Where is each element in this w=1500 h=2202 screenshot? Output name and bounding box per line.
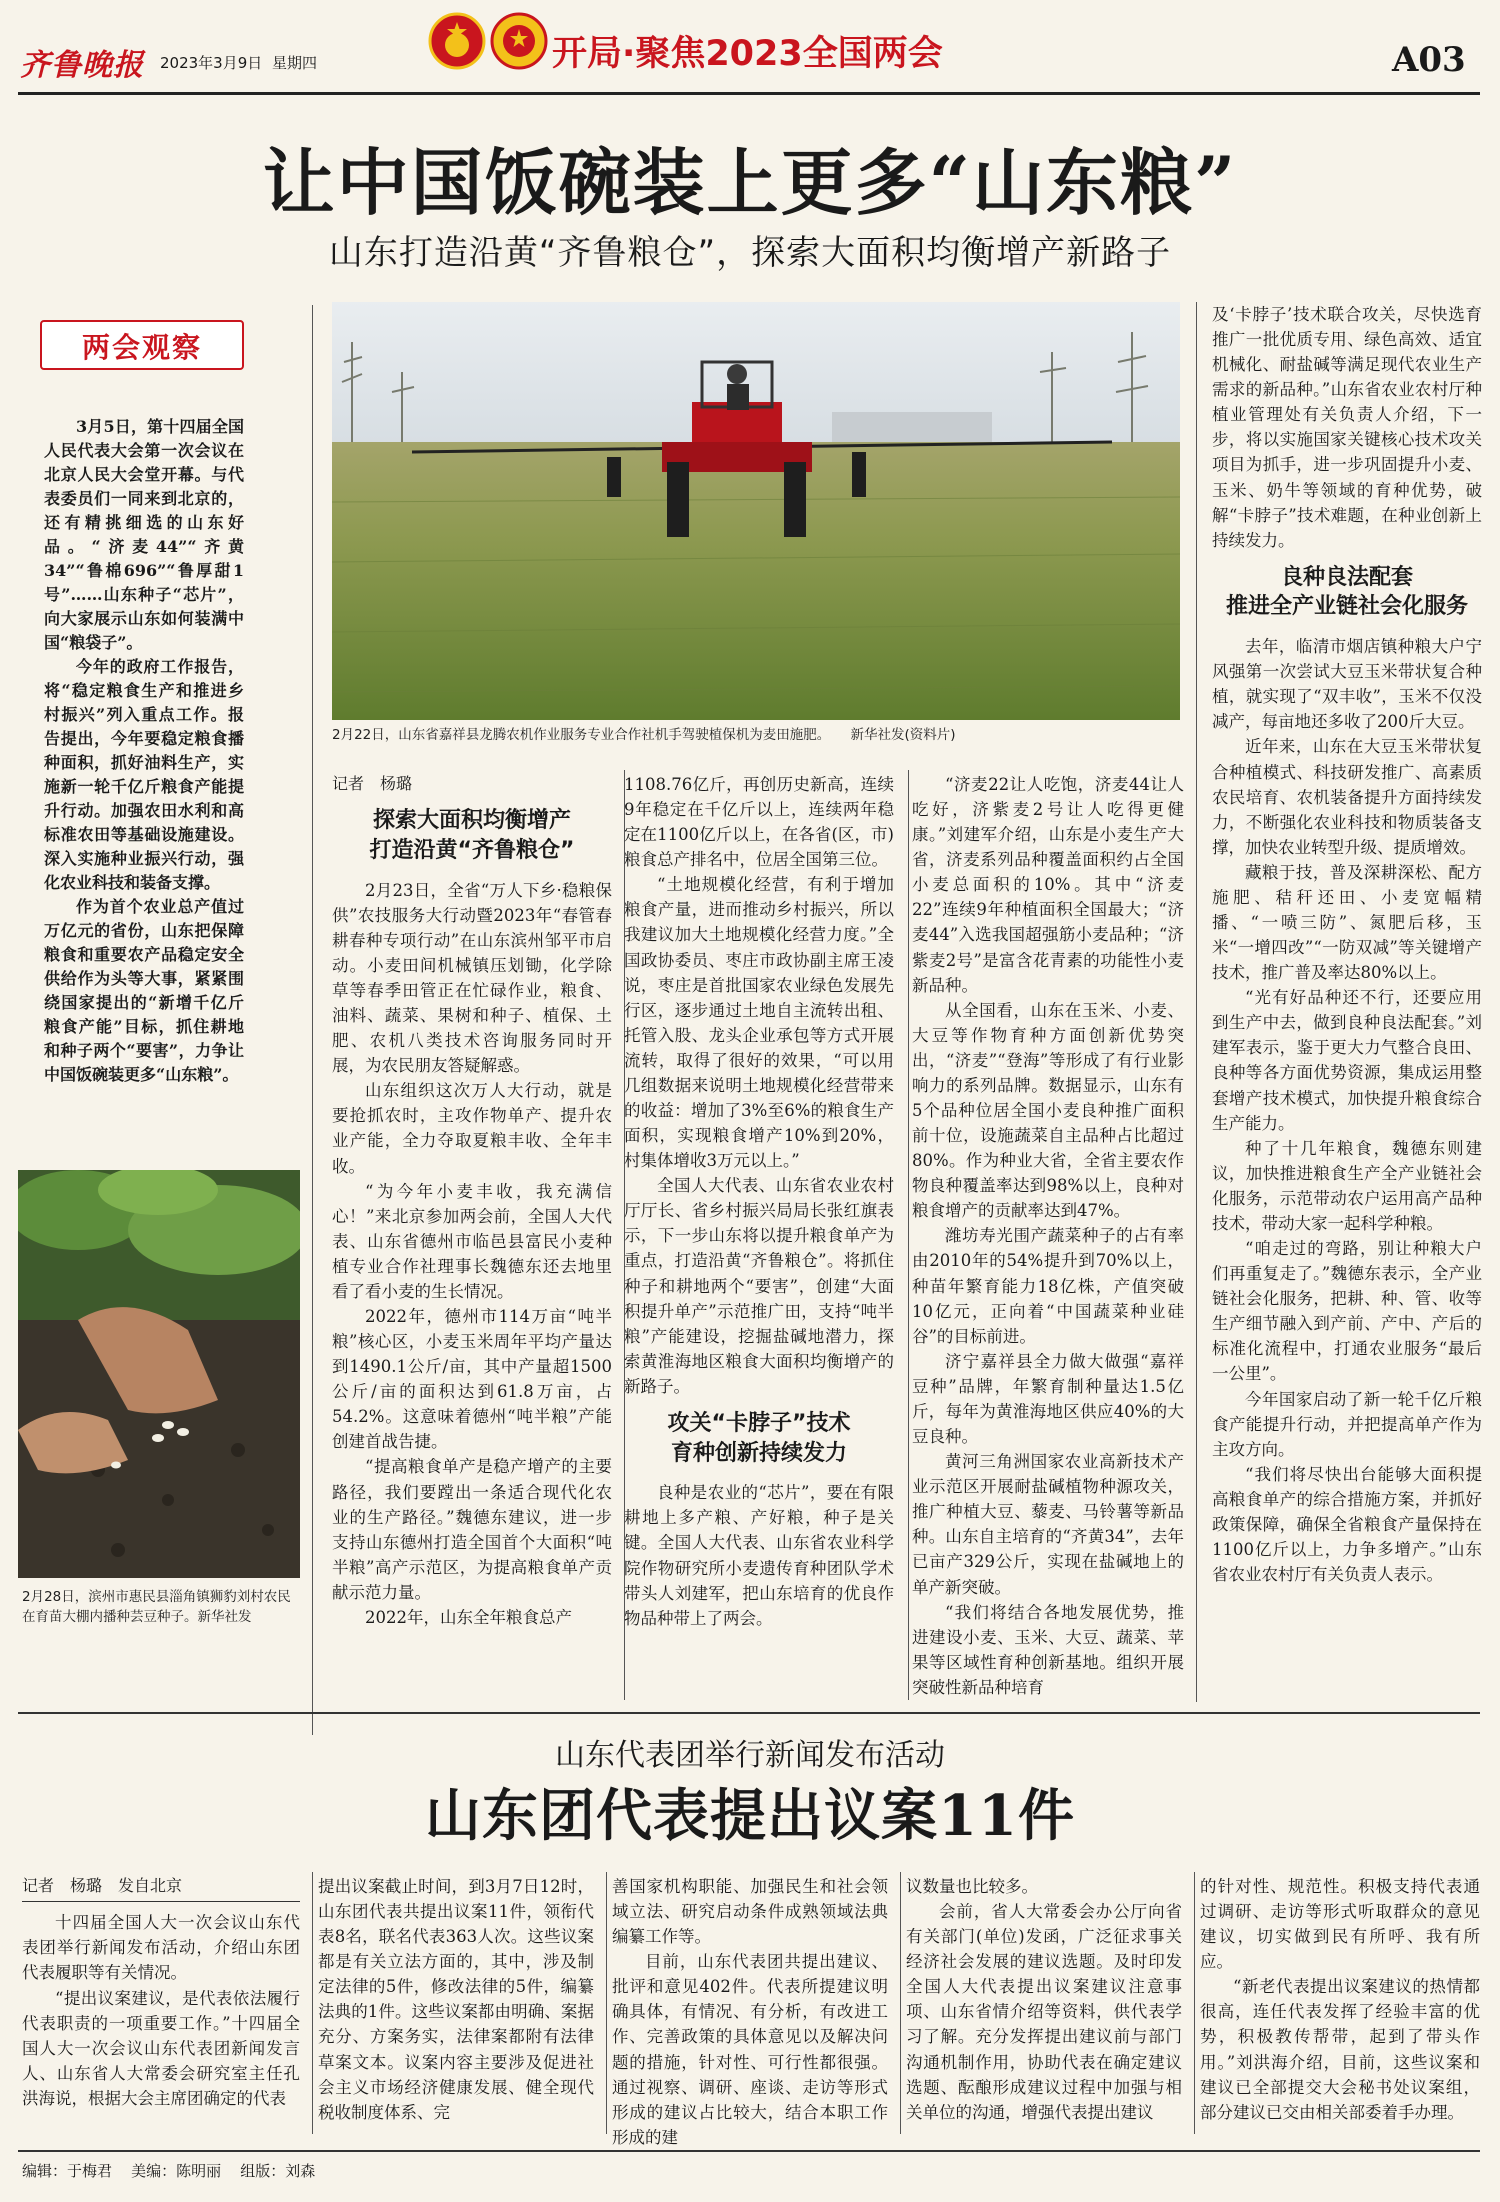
article2-paragraph: 善国家机构职能、加强民生和社会领域立法、研究启动条件成熟领域法典编纂工作等。 — [612, 1877, 888, 1947]
banner-prefix: 开局 — [552, 34, 623, 74]
article1-divider-2 — [908, 770, 909, 1700]
article2-title: 山东团代表提出议案11件 — [425, 1783, 1075, 1849]
column-badge-label: 两会观察 — [81, 331, 202, 364]
article1-paragraph: 去年，临清市烟店镇种粮大户宁风强第一次尝试大豆玉米带状复合种植，就实现了“双丰收”，玉米不仅没减产，每亩地还多收了200斤大豆。 — [1212, 637, 1482, 732]
footer-rule — [18, 2150, 1480, 2152]
article2-divider-2 — [606, 1872, 607, 2134]
footer-art-editor: 美编：陈明丽 — [131, 2162, 222, 2180]
article2-top-rule — [18, 1712, 1480, 1714]
main-photo — [332, 302, 1180, 720]
headline-title: 让中国饭碗装上更多“山东粮” — [262, 140, 1238, 225]
article1-divider-3 — [1196, 302, 1197, 1702]
banner-dot: · — [622, 34, 636, 74]
article2-byline: 记者 杨璐 发自北京 — [22, 1874, 300, 1902]
article1-paragraph: “济麦22让人吃饱，济麦44让人吃好，济紫麦2号让人吃得更健康。”刘建军介绍，山东是小麦生产大省，济麦系列品种覆盖面积约占全国小麦总面积的10%。其中“济麦22”连续9年种植面积全国最大；“济麦44”入选我国超强筋小麦品种；“济紫麦2号”是富含花青素的功能性小麦新品种。 — [912, 775, 1184, 995]
article1-paragraph: 2022年，山东全年粮食总产 — [365, 1607, 572, 1627]
article2-paragraph: 十四届全国人大一次会议山东代表团举行新闻发布活动，介绍山东团代表履职等有关情况。 — [22, 1913, 300, 1983]
article2-divider-4 — [1194, 1872, 1195, 2134]
article1-paragraph: 潍坊寿光围产蔬菜种子的占有率由2010年的54%提升到70%以上，种苗年繁育能力18亿株，产值突破10亿元，正向着“中国蔬菜种业硅谷”的目标前进。 — [912, 1226, 1184, 1346]
article1-paragraph: “为今年小麦丰收，我充满信心！”来北京参加两会前，全国人大代表、山东省德州市临邑县富民小麦种植专业合作社理事长魏德东还去地里看了看小麦的生长情况。 — [332, 1181, 612, 1301]
sidebar-photo — [18, 1170, 300, 1578]
article1-paragraph: 及‘卡脖子’技术联合攻关，尽快选育推广一批优质专用、绿色高效、适宜机械化、耐盐碱等满足现代农业生产需求的新品种。”山东省农业农村厅种植业管理处有关负责人介绍，下一步，将以实施国家关键核心技术攻关项目为抓手，进一步巩固提升小麦、玉米、奶牛等领域的育种优势，破解“卡脖子”技术难题，在种业创新上持续发力。 — [1212, 305, 1482, 550]
article1-column-3 — [912, 772, 1184, 1700]
headline-subtitle: 山东打造沿黄“齐鲁粮仓”，探索大面积均衡增产新路子 — [328, 233, 1172, 273]
article2-column-2 — [318, 1874, 594, 2125]
article1-paragraph: 山东组织这次万人大行动，就是要抢抓农时，主攻作物单产、提升农业产能，全力夺取夏粮丰收、全年丰收。 — [332, 1081, 612, 1176]
article2-column-5 — [1200, 1874, 1480, 2125]
sidebar-photo-caption: 2月28日，滨州市惠民县淄角镇狮豹刘村农民在育苗大棚内播种芸豆种子。新华社发 — [22, 1589, 291, 1625]
main-photo-caption: 2月22日，山东省嘉祥县龙腾农机作业服务专业合作社机手驾驶植保机为麦田施肥。 新华社发(资料片) — [332, 727, 956, 743]
column-badge — [40, 320, 244, 370]
footer-credits — [22, 2160, 315, 2181]
article1-column-4 — [1212, 302, 1482, 1587]
article1-paragraph: “光有好品种还不行，还要应用到生产中去，做到良种良法配套。”刘建军表示，鉴于更大力气整合良田、良种等各方面优势资源，集成运用整套增产技术模式，加快提升粮食综合生产能力。 — [1212, 988, 1482, 1133]
sidebar-paragraph: 作为首个农业总产值过万亿元的省份，山东把保障粮食和重要农产品稳定安全供给作为头等大事，紧紧围绕国家提出的“新增千亿斤粮食产能”目标，抓住耕地和种子两个“要害”，力争让中国饭碗装更多“山东粮”。 — [44, 897, 244, 1084]
article1-paragraph: 全国人大代表、山东省农业农村厅厅长、省乡村振兴局局长张红旗表示，下一步山东将以提升粮食单产为重点，打造沿黄“齐鲁粮仓”。将抓住种子和耕地两个“要害”，创建“大面积提升单产”示范推广田，支持“吨半粮”产能建设，挖掘盐碱地潜力，探索黄淮海地区粮食大面积均衡增产的新路子。 — [624, 1176, 894, 1396]
article1-paragraph: 2月23日，全省“万人下乡·稳粮保供”农技服务大行动暨2023年“春管春耕春种专项行动”在山东滨州邹平市启动。小麦田间机械镇压划锄，化学除草等春季田管正在忙碌作业，粮食、油料、蔬菜、果树和种子、植保、土肥、农机八类技术咨询服务同时开展，为农民朋友答疑解惑。 — [332, 880, 612, 1076]
article2-divider-3 — [900, 1872, 901, 2134]
article1-column-1 — [332, 772, 612, 1630]
article1-paragraph: “我们将尽快出台能够大面积提高粮食单产的综合措施方案，并抓好政策保障，确保全省粮食产量保持在1100亿斤以上，力争多增产。”山东省农业农村厅有关负责人表示。 — [1212, 1464, 1482, 1585]
article2-kicker: 山东代表团举行新闻发布活动 — [555, 1738, 945, 1773]
article1-paragraph: 2022年，德州市114万亩“吨半粮”核心区，小麦玉米周年平均产量达到1490.1公斤/亩，其中产量超1500公斤/亩的面积达到61.8万亩，占54.2%。这意味着德州“吨半粮”产能创建首战告捷。 — [332, 1307, 612, 1452]
article2-column-1 — [22, 1874, 300, 2111]
article1-paragraph: 1108.76亿斤，再创历史新高，连续9年稳定在千亿斤以上，连续两年稳定在1100亿斤以上，在各省(区，市)粮食总产排名中，位居全国第三位。 — [624, 775, 894, 870]
article2-paragraph: “提出议案建议，是代表依法履行代表职责的一项重要工作。”十四届全国人大一次会议山东代表团新闻发言人、山东省人大常委会研究室主任孔洪海说，根据大会主席团确定的代表 — [22, 1988, 300, 2108]
article1-column-2 — [624, 772, 894, 1631]
article2-paragraph: 提出议案截止时间，到3月7日12时，山东团代表共提出议案11件，领衔代表8名，联名代表363人次。这些议案都是有关立法方面的，其中，涉及制定法律的5件，修改法律的5件，编纂法典的1件。这些议案都由明确、案据充分、方案务实，法律案都附有法律草案文本。议案内容主要涉及促进社会主义市场经济健康发展、健全现代税收制度体系、完 — [318, 1877, 594, 2122]
banner-title — [552, 26, 943, 76]
article1-paragraph: “提高粮食单产是稳产增产的主要路径，我们要蹚出一条适合现代化农业的生产路径。”魏德东建议，进一步支持山东德州打造全国首个大面积“吨半粮”高产示范区，为提高粮食单产贡献示范力量。 — [332, 1457, 612, 1602]
article1-paragraph: 济宁嘉祥县全力做大做强“嘉祥豆种”品牌，年繁育制种量达1.5亿斤，每年为黄淮海地区供应40%的大豆良种。 — [912, 1351, 1184, 1447]
article2-column-4 — [906, 1874, 1182, 2125]
sidebar-paragraph: 今年的政府工作报告，将“稳定粮食生产和推进乡村振兴”列入重点工作。报告提出，今年要稳定粮食播种面积，抓好油料生产，实施新一轮千亿斤粮食产能提升行动。加强农田水利和高标准农田等基础设施建设。深入实施种业振兴行动，强化农业科技和装备支撑。 — [44, 657, 244, 892]
article1-paragraph: 良种是农业的“芯片”，要在有限耕地上多产粮、产好粮，种子是关键。全国人大代表、山东省农业科学院作物研究所小麦遗传育种团队学术带头人刘建军，把山东培育的优良作物品种带上了两会。 — [624, 1483, 894, 1628]
article1-subhead-2: 攻关“卡脖子”技术 育种创新持续发力 — [667, 1410, 851, 1466]
sidebar-divider — [312, 305, 313, 1735]
article2-column-3 — [612, 1874, 888, 2150]
masthead — [0, 0, 1500, 95]
masthead-rule — [18, 92, 1480, 95]
article1-paragraph: 今年国家启动了新一轮千亿斤粮食产能提升行动，并把提高单产作为主攻方向。 — [1212, 1389, 1482, 1459]
footer-editor: 编辑：于梅君 — [22, 2162, 113, 2180]
article1-paragraph: “我们将结合各地发展优势，推进建设小麦、玉米、大豆、蔬菜、苹果等区域性育种创新基地。组织开展突破性新品种培育 — [912, 1602, 1184, 1697]
article2-paragraph: 目前，山东代表团共提出建议、批评和意见402件。代表所提建议明确具体，有情况、有分析，有改进工作、完善政策的具体意见以及解决问题的措施，针对性、可行性都很强。通过视察、调研、座谈、走访等形式形成的建议占比较大，结合本职工作形成的建 — [612, 1952, 888, 2147]
sidebar-paragraph: 3月5日，第十四届全国人民代表大会第一次会议在北京人民大会堂开幕。与代表委员们一同来到北京的，还有精挑细选的山东好品。“济麦44”“齐黄34”“鲁棉696”“鲁厚甜1号”……山东种子“芯片”，向大家展示山东如何装满中国“粮袋子”。 — [44, 417, 244, 652]
national-emblem-icon — [428, 12, 486, 70]
page-number: A03 — [1392, 40, 1466, 80]
sidebar-text — [44, 415, 244, 1087]
article1-paragraph: 藏粮于技，普及深耕深松、配方施肥、秸秆还田、小麦宽幅精播、“一喷三防”、氮肥后移，玉米“一增四改”“一防双减”等关键增产技术，推广普及率达80%以上。 — [1212, 862, 1482, 983]
article1-byline: 记者 杨璐 — [332, 774, 413, 793]
article1-paragraph: 从全国看，山东在玉米、小麦、大豆等作物育种方面创新优势突出，“济麦”“登海”等形成了有行业影响力的系列品牌。数据显示，山东有5个品种位居全国小麦良种推广面积前十位，设施蔬菜自主品种占比超过80%。作为种业大省，全省主要农作物良种覆盖率达到98%以上，良种对粮食增产的贡献率达到47%。 — [912, 1000, 1184, 1221]
issue-weekday: 星期四 — [272, 54, 318, 72]
article1-paragraph: 种了十几年粮食，魏德东则建议，加快推进粮食生产全产业链社会化服务，示范带动农户运用高产品种技术，带动大家一起科学种粮。 — [1212, 1138, 1482, 1233]
paper-name: 齐鲁晚报 — [20, 48, 144, 83]
article1-subhead-3: 良种良法配套 推进全产业链社会化服务 — [1225, 564, 1468, 620]
banner-rest: 聚焦2023全国两会 — [635, 34, 943, 74]
article2-paragraph: 会前，省人大常委会办公厅向省有关部门(单位)发函，广泛征求事关经济社会发展的建议选题。及时印发全国人大代表提出议案建议注意事项、山东省情介绍等资料，供代表学习了解。充分发挥提出建议前与部门沟通机制作用，协助代表在确定建议选题、酝酿形成建议过程中加强与相关单位的沟通，增强代表提出建议 — [906, 1902, 1182, 2122]
article1-subhead-1: 探索大面积均衡增产 打造沿黄“齐鲁粮仓” — [369, 808, 575, 863]
article2-paragraph: “新老代表提出议案建议的热情都很高，连任代表发挥了经验丰富的优势，积极教传帮带，起到了带头作用。”刘洪海介绍，目前，这些议案和建议已全部提交大会秘书处议案组，部分建议已交由相关部委着手办理。 — [1200, 1977, 1480, 2122]
footer-layout: 组版：刘森 — [240, 2162, 316, 2180]
article1-paragraph: “咱走过的弯路，别让种粮大户们再重复走了。”魏德东表示，全产业链社会化服务，把耕、种、管、收等生产细节融入到产前、产中、产后的标准化流程中，打通农业服务“最后一公里”。 — [1212, 1239, 1482, 1384]
issue-date: 2023年3月9日 — [160, 54, 263, 72]
article2-divider-1 — [312, 1872, 313, 2134]
article1-paragraph: 近年来，山东在大豆玉米带状复合种植模式、科技研发推广、高素质农民培育、农机装备提升方面持续发力，不断强化农业科技和物质装备支撑，加快农业转型升级、提质增效。 — [1212, 737, 1482, 857]
cppcc-emblem-icon — [490, 12, 548, 70]
article1-paragraph: “土地规模化经营，有利于增加粮食产量，进而推动乡村振兴，所以我建议加大土地规模化经营力度。”全国政协委员、枣庄市政协副主席王凌说，枣庄是首批国家农业绿色发展先行区，逐步通过土地自主流转出租、托管入股、龙头企业承包等方式开展流转，取得了很好的效果，“可以用几组数据来说明土地规模化经营带来的收益：增加了3%至6%的粮食生产面积，实现粮食增产10%到20%，村集体增收3万元以上。” — [624, 875, 894, 1171]
article1-paragraph: 黄河三角洲国家农业高新技术产业示范区开展耐盐碱植物种源攻关，推广种植大豆、藜麦、马铃薯等新品种。山东自主培育的“齐黄34”，去年已亩产329公斤，实现在盐碱地上的单产新突破。 — [912, 1452, 1184, 1597]
article2-paragraph: 的针对性、规范性。积极支持代表通过调研、走访等形式听取群众的意见建议，切实做到民有所呼、我有所应。 — [1200, 1877, 1480, 1972]
article2-paragraph: 议数量也比较多。 — [906, 1877, 1038, 1896]
